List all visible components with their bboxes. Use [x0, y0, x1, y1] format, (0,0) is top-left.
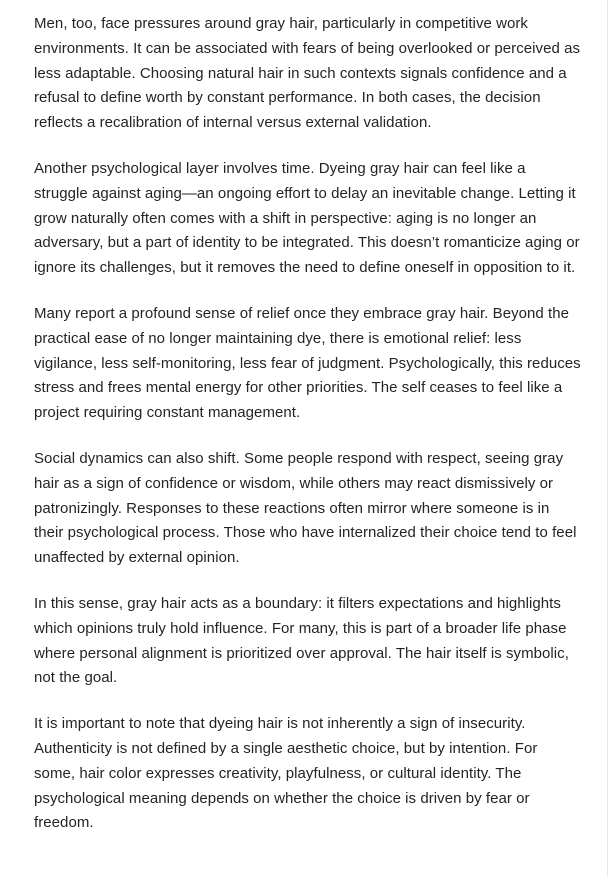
paragraph-social-dynamics: Social dynamics can also shift. Some people respond with respect, seeing gray hair as a sign of confidence or wisdom, while others may react dismissively or patronizingly. Responses to these reactions often mirror where someone is in their psychological process. Those who have internalized their choice tend to feel unaffected by external opinion.: [34, 449, 577, 567]
paragraph-authenticity: It is important to note that dyeing hair is not inherently a sign of insecurity. Authenticity is not defined by a single aesthetic choice, but by intention. For some, hair color expresses creativity, playfulness, or cultural identity. The psychological meaning depends on whether the choice is driven by fear or freedom.: [34, 715, 538, 832]
paragraph-time-and-aging: Another psychological layer involves time. Dyeing gray hair can feel like a struggle against aging—an ongoing effort to delay an inevitable change. Letting it grow naturally often comes with a shift in perspective: aging is no longer an adversary, but a part of identity to be integrated. This doesn’t romanticize aging or ignore its challenges, but it removes the need to define oneself in opposition to it.: [34, 159, 580, 277]
paragraph-gray-hair-men: Men, too, face pressures around gray hair, particularly in competitive work environments. It can be associated with fears of being overlooked or perceived as less adaptable. Choosing natural hair in such contexts signals confidence and a refusal to define worth by constant performance. In both cases, the decision reflects a recalibration of internal versus external validation.: [34, 15, 581, 132]
article-body: [34, 12, 582, 857]
paragraph-boundary: In this sense, gray hair acts as a boundary: it filters expectations and highlights which opinions truly hold influence. For many, this is part of a broader life phase where personal alignment is prioritized over approval. The hair itself is symbolic, not the goal.: [34, 594, 569, 687]
paragraph-relief: Many report a profound sense of relief once they embrace gray hair. Beyond the practical ease of no longer maintaining dye, there is emotional relief: less vigilance, less self-monitoring, less fear of judgment. Psychologically, this reduces stress and frees mental energy for other priorities. The self ceases to feel like a project requiring constant management.: [34, 304, 581, 422]
